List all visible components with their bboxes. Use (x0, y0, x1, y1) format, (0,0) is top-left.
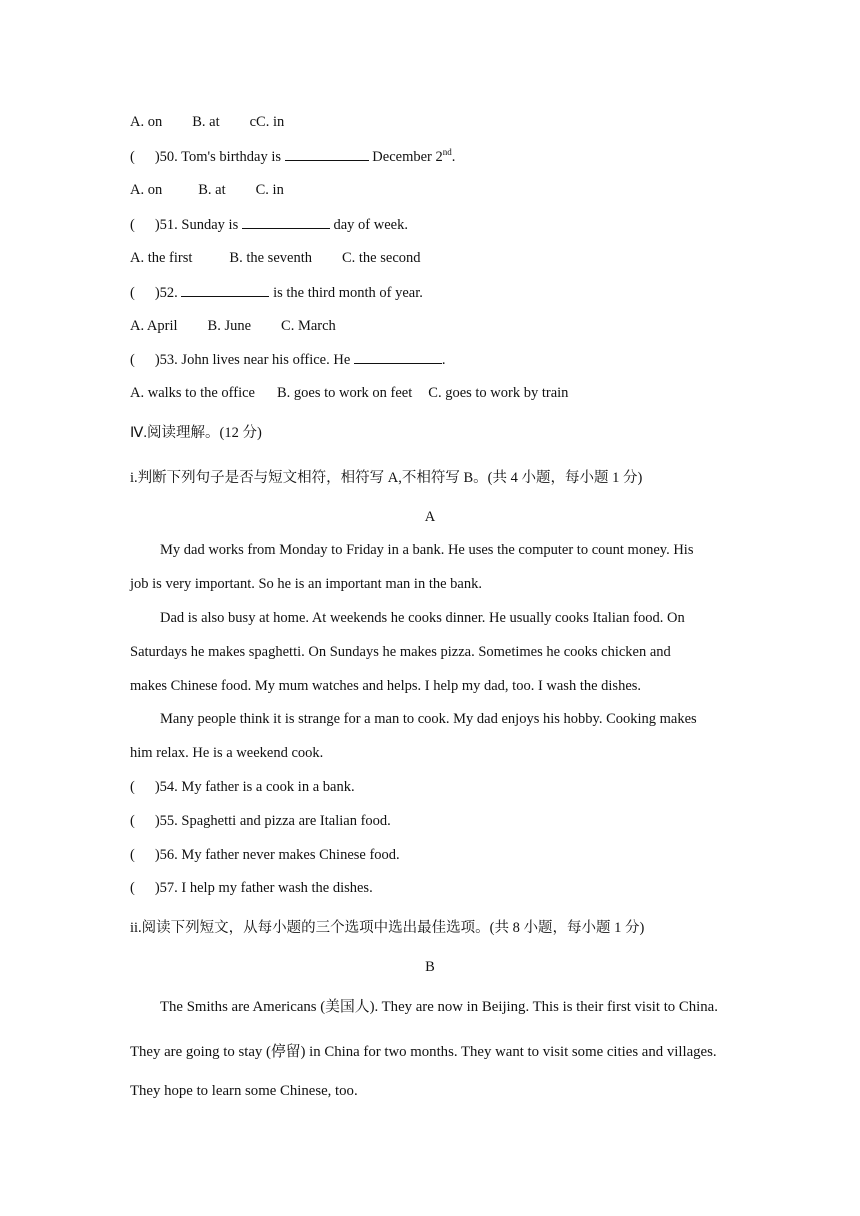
question-stem: )53. John lives near his office. He (154, 352, 351, 368)
passage-line: job is very important. So he is an important man in the bank. (130, 576, 482, 592)
question-stem: )51. Sunday is (154, 217, 239, 233)
answer-blank (242, 215, 330, 229)
passage-line: him relax. He is a weekend cook. (130, 745, 324, 761)
question-end: . (451, 149, 456, 165)
question-55 (130, 812, 391, 830)
question-50 (130, 147, 455, 166)
option-c: C. March (281, 318, 336, 334)
question-text: )56. My father never makes Chinese food. (154, 847, 400, 863)
answer-paren: ( (130, 813, 135, 829)
question-text: )54. My father is a cook in a bank. (154, 779, 355, 795)
answer-blank (354, 350, 442, 364)
question-text: )55. Spaghetti and pizza are Italian food. (154, 813, 391, 829)
passage-b-label: B (425, 959, 435, 975)
passage-line: The Smiths are Americans (美国人). They are now in Beijing. This is their first visit to China. (160, 999, 718, 1015)
answer-paren: ( (130, 880, 135, 896)
passage-line: Dad is also busy at home. At weekends he cooks dinner. He usually cooks Italian food. On (160, 610, 685, 626)
question-53 (130, 350, 446, 369)
option-b: B. goes to work on feet (276, 385, 413, 401)
question-stem: )52. (154, 285, 178, 301)
answer-paren: ( (130, 217, 135, 233)
question-56 (130, 846, 400, 864)
question-54 (130, 778, 355, 796)
option-a: A. the first (130, 250, 193, 266)
question-51 (130, 215, 408, 234)
option-b: B. the seventh (229, 250, 312, 266)
section-title: Ⅳ.阅读理解。(12 分) (130, 425, 262, 441)
option-c: C. the second (341, 250, 421, 266)
option-a: A. April (130, 318, 178, 334)
answer-paren: ( (130, 847, 135, 863)
question-57 (130, 879, 373, 897)
option-c: cC. in (249, 114, 285, 130)
answer-blank (285, 147, 369, 161)
question-52 (130, 283, 423, 302)
question-tail: . (441, 352, 446, 368)
passage-line: Saturdays he makes spaghetti. On Sundays he makes pizza. Sometimes he cooks chicken and (130, 644, 671, 660)
ordinal-suffix: nd (442, 147, 452, 158)
part-ii-title: ii.阅读下列短文，从每小题的三个选项中选出最佳选项。(共 8 小题，每小题 1 分) (130, 920, 645, 936)
passage-line: They hope to learn some Chinese, too. (130, 1083, 358, 1099)
question-tail: December 2 (372, 149, 443, 165)
passage-a-label: A (424, 509, 436, 525)
option-b: B. June (207, 318, 252, 334)
option-c: C. goes to work by train (428, 385, 569, 401)
passage-line: They are going to stay (停留) in China for two months. They want to visit some cities and villages. (130, 1044, 717, 1060)
option-a: A. on (130, 114, 163, 130)
answer-paren: ( (130, 285, 135, 301)
answer-paren: ( (130, 352, 135, 368)
answer-paren: ( (130, 779, 135, 795)
option-a: A. walks to the office (130, 385, 255, 401)
answer-blank (181, 283, 269, 297)
question-text: )57. I help my father wash the dishes. (154, 880, 373, 896)
q53-options (130, 384, 568, 402)
passage-line: My dad works from Monday to Friday in a bank. He uses the computer to count money. His (160, 542, 694, 558)
question-tail: day of week. (333, 217, 408, 233)
question-stem: )50. Tom's birthday is (154, 149, 282, 165)
option-b: B. at (192, 114, 220, 130)
passage-line: Many people think it is strange for a man to cook. My dad enjoys his hobby. Cooking makes (160, 711, 697, 727)
answer-paren: ( (130, 149, 135, 165)
option-c: C. in (255, 182, 284, 198)
question-tail: is the third month of year. (273, 285, 423, 301)
q52-options (130, 317, 336, 335)
q50-options (130, 181, 284, 199)
part-i-title: i.判断下列句子是否与短文相符，相符写 A,不相符写 B。(共 4 小题，每小题 1 分) (130, 470, 643, 486)
q51-options (130, 249, 421, 267)
option-b: B. at (198, 182, 226, 198)
q49-options (130, 113, 284, 131)
option-a: A. on (130, 182, 163, 198)
passage-line: makes Chinese food. My mum watches and helps. I help my dad, too. I wash the dishes. (130, 678, 642, 694)
